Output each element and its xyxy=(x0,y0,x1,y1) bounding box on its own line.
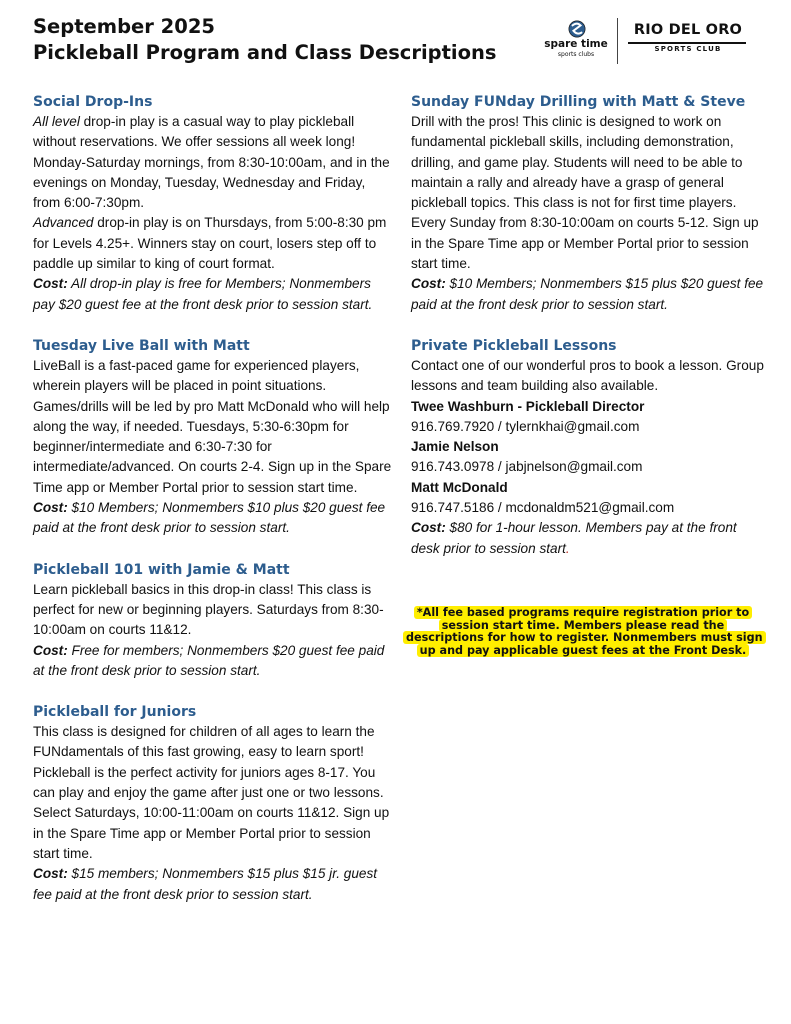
advanced-label: Advanced xyxy=(33,215,94,231)
section-tuesday-live-ball xyxy=(33,336,393,539)
page-title-line1: September 2025 xyxy=(33,15,215,38)
cost-line xyxy=(33,274,393,315)
cost-line xyxy=(411,274,766,315)
body-text: drop-in play is a casual way to play pickleball without reservations. We offer sessions all week long! Monday-Saturday mornings, from 8:30-10:00am, and in the evenings on Monday, Tuesday, Wednesday and Friday, from 6:00-7:30pm. xyxy=(33,114,390,211)
left-column xyxy=(33,92,393,926)
section-body-advanced xyxy=(33,213,393,274)
section-body: Drill with the pros! This clinic is designed to work on fundamental pickleball skills, including demonstration, drilling, and game play. Students will need to be able to maintain a rally and already have a grasp of general pickleball topics. This class is not for first time players. xyxy=(411,114,743,211)
cost-label: Cost: xyxy=(33,276,68,292)
section-body: LiveBall is a fast-paced game for experienced players, wherein players will be placed in point situations. Games/drills will be led by pro Matt McDonald who will help along the way, if needed. Tuesdays, 5:30-6:30pm for beginner/intermediate and 6:30-7:30 for intermediate/advanced. On courts 2-4. Sign up in the Spare Time app or Member Portal prior to session start time. xyxy=(33,357,392,495)
contact-info: 916.769.7920 / tylernkhai@gmail.com xyxy=(411,418,640,434)
cost-end-mark: . xyxy=(565,540,570,556)
section-pickleball-101 xyxy=(33,560,393,681)
spare-time-logo-subtext: sports clubs xyxy=(557,51,595,58)
cost-label: Cost: xyxy=(411,520,446,536)
logo-divider xyxy=(617,18,618,64)
section-body xyxy=(33,112,393,213)
contact-info: 916.743.0978 / jabjnelson@gmail.com xyxy=(411,459,643,475)
cost-line xyxy=(33,498,393,539)
contact-name: Matt McDonald xyxy=(411,479,508,495)
registration-notice xyxy=(403,607,763,657)
cost-label: Cost: xyxy=(33,642,68,658)
section-body: This class is designed for children of all ages to learn the FUNdamentals of this fast growing, easy to learn sport! Pickleball is the perfect activity for juniors ages 8-17. You can play and enjoy the game after just one or two lessons. Select Saturdays, 10:00-11:00am on courts 11&12. Sign up in the Spare Time app or Member Portal prior to session start time. xyxy=(33,724,390,861)
cost-label: Cost: xyxy=(33,500,68,516)
rio-del-oro-logo-subtext: SPORTS CLUB xyxy=(654,45,722,53)
body-text: drop-in play is on Thursdays, from 5:00-8:30 pm for Levels 4.25+. Winners stay on court, losers step off to paddle up similar to king of court format. xyxy=(33,215,387,272)
cost-line xyxy=(33,864,393,905)
cost-label: Cost: xyxy=(411,276,446,292)
cost-line xyxy=(33,641,393,682)
cost-text: $10 Members; Nonmembers $15 plus $20 guest fee paid at the front desk prior to session start. xyxy=(411,276,764,312)
spare-time-logo-icon xyxy=(568,20,586,38)
cost-text: Free for members; Nonmembers $20 guest fee paid at the front desk prior to session start. xyxy=(33,642,385,678)
section-body: Contact one of our wonderful pros to book a lesson. Group lessons and team building also available. xyxy=(411,357,764,394)
section-heading: Sunday FUNday Drilling with Matt & Steve xyxy=(411,94,746,110)
all-level-label: All level xyxy=(33,114,80,129)
section-heading: Private Pickleball Lessons xyxy=(411,337,617,354)
cost-text: $10 Members; Nonmembers $10 plus $20 guest fee paid at the front desk prior to session start. xyxy=(33,500,386,536)
section-heading: Social Drop-Ins xyxy=(33,94,153,110)
cost-text: $15 members; Nonmembers $15 plus $15 jr. guest fee paid at the front desk prior to session start. xyxy=(33,866,378,902)
section-social-drop-ins xyxy=(33,92,393,315)
contact-name: Twee Washburn - Pickleball Director xyxy=(411,398,645,414)
rio-del-oro-logo-rule xyxy=(628,42,746,44)
section-private-lessons xyxy=(411,336,766,559)
section-heading: Pickleball 101 with Jamie & Matt xyxy=(33,561,290,578)
section-sunday-funday xyxy=(411,92,766,315)
section-pickleball-juniors xyxy=(33,702,393,905)
section-heading: Tuesday Live Ball with Matt xyxy=(33,337,250,354)
cost-label: Cost: xyxy=(33,866,68,882)
cost-text: All drop-in play is free for Members; Nonmembers pay $20 guest fee at the front desk prior to session start. xyxy=(33,276,373,312)
spare-time-logo-text: spare time xyxy=(544,38,608,50)
contact-name: Jamie Nelson xyxy=(411,439,499,455)
right-column xyxy=(411,92,766,580)
cost-text: $80 for 1-hour lesson. Members pay at the front desk prior to session start xyxy=(411,520,737,556)
registration-notice-text: *All fee based programs require registration prior to session start time. Members please read the descriptions for how to register. Nonmembers must sign up and pay applicable guest fees at the Front Desk. xyxy=(403,606,766,657)
page-title xyxy=(33,14,497,66)
section-heading: Pickleball for Juniors xyxy=(33,704,197,721)
page-title-line2: Pickleball Program and Class Descriptions xyxy=(33,41,497,64)
rio-del-oro-logo-text: RIO DEL ORO xyxy=(633,22,743,38)
cost-line xyxy=(411,518,766,559)
club-logos xyxy=(536,18,756,70)
section-body-schedule: Every Sunday from 8:30-10:00am on courts 5-12. Sign up in the Spare Time app or Member Portal prior to session start time. xyxy=(411,215,759,272)
section-body: Learn pickleball basics in this drop-in class! This class is perfect for new or beginning players. Saturdays from 8:30-10:00am on courts 11&12. xyxy=(33,581,384,638)
contact-info: 916.747.5186 / mcdonaldm521@gmail.com xyxy=(411,500,675,516)
